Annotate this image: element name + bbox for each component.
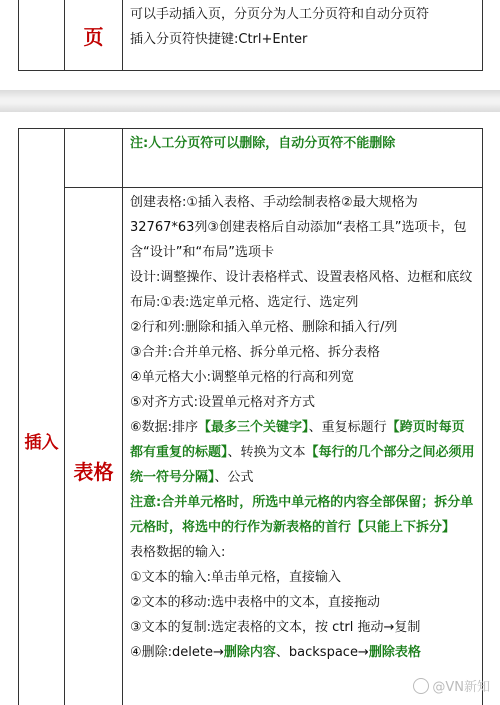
- create-table-text: 创建表格:①插入表格、手动绘制表格②最大规格为32767*63列③创建表格后自动添加“表格工具”选项卡，包含“设计”和“布局”选项卡: [130, 195, 467, 260]
- input-text-3: ③文本的复制:选定表格的文本，按 ctrl 拖动→复制: [130, 620, 421, 635]
- notes-table-bottom: [18, 128, 483, 705]
- category-table: 表格: [65, 188, 123, 705]
- section-insert: 插入: [19, 129, 65, 705]
- label-cell-empty: [65, 129, 123, 188]
- input-text-1: ①文本的输入:单击单元格，直接输入: [130, 570, 342, 585]
- input-title: 表格数据的输入:: [130, 545, 226, 560]
- merge-text: ③合并:合并单元格、拆分单元格、拆分表格: [130, 345, 381, 360]
- notes-table-top: [18, 0, 483, 71]
- page-break-note: 注:人工分页符可以删除，自动分页符不能删除: [123, 129, 483, 188]
- delete-text: ④删除:delete→删除内容、backspace→删除表格: [130, 645, 421, 660]
- text-line: 插入分页符快捷键:Ctrl+Enter: [130, 32, 308, 47]
- layout-text: 布局:①表:选定单元格、选定行、选定列: [130, 295, 359, 310]
- category-page: 页: [65, 0, 123, 71]
- table-description: [123, 188, 483, 705]
- document-page-bottom: [0, 112, 500, 705]
- watermark-logo-icon: [413, 678, 429, 694]
- document-page-top: [0, 0, 500, 90]
- rows-columns-text: ②行和列:删除和插入单元格、删除和插入行/列: [130, 320, 398, 335]
- watermark: @VN新知: [413, 676, 490, 695]
- alignment-text: ⑤对齐方式:设置单元格对齐方式: [130, 395, 316, 410]
- input-text-2: ②文本的移动:选中表格中的文本，直接拖动: [130, 595, 381, 610]
- cell-size-text: ④单元格大小:调整单元格的行高和列宽: [130, 370, 355, 385]
- page-description: [123, 0, 483, 71]
- page-gap: [0, 90, 500, 112]
- data-text: ⑥数据:排序【最多三个关键字】、重复标题行【跨页时每页都有重复的标题】、转换为文本【每行的几个部分之间必须用统一符号分隔】、公式: [130, 420, 475, 485]
- merge-note-text: 注意:合并单元格时，所选中单元格的内容全部保留；拆分单元格时，将选中的行作为新表格的首行【只能上下拆分】: [130, 495, 474, 535]
- section-cell-empty: [19, 0, 65, 71]
- design-text: 设计:调整操作、设计表格样式、设置表格风格、边框和底纹: [130, 270, 473, 285]
- text-line: 可以手动插入页，分页分为人工分页符和自动分页符: [130, 7, 430, 22]
